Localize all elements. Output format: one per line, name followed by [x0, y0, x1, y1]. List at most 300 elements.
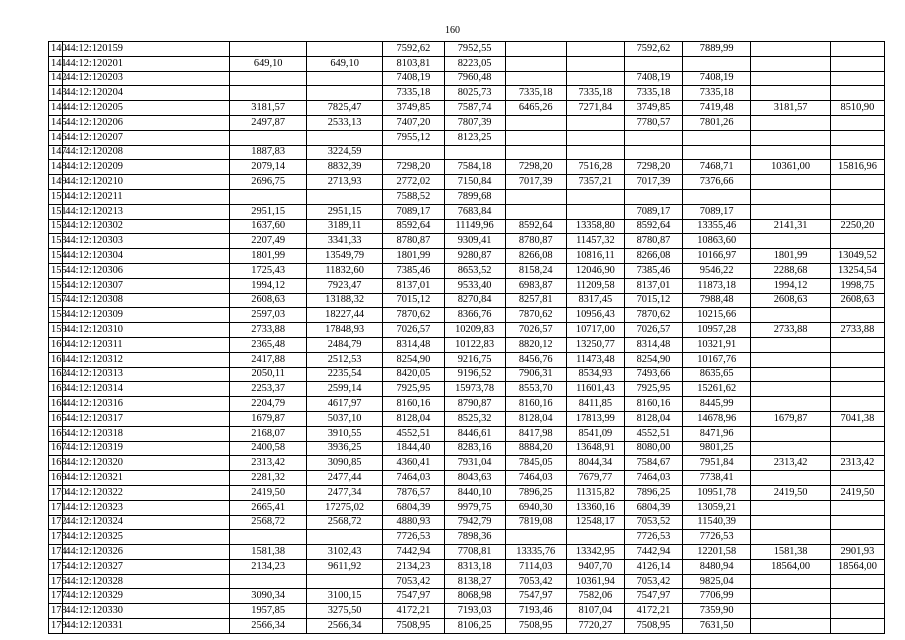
value-cell: 7089,17: [683, 204, 751, 219]
value-cell: 8314,48: [383, 337, 444, 352]
value-cell: 2134,23: [383, 559, 444, 574]
value-cell: 9546,22: [683, 263, 751, 278]
value-cell: 6804,39: [624, 500, 682, 515]
value-cell: 8653,52: [444, 263, 505, 278]
value-cell: [830, 175, 884, 190]
row-number-cell: 159: [49, 323, 63, 338]
value-cell: 2951,15: [230, 204, 306, 219]
cadastral-number-cell: 44:12:120206: [63, 115, 230, 130]
value-cell: [230, 130, 306, 145]
value-cell: 8790,87: [444, 397, 505, 412]
value-cell: 1887,83: [230, 145, 306, 160]
table-row: [49, 42, 885, 57]
value-cell: 2207,49: [230, 234, 306, 249]
value-cell: [306, 574, 382, 589]
value-cell: 6465,26: [505, 101, 566, 116]
value-cell: 11601,43: [566, 382, 624, 397]
value-cell: 7584,18: [444, 160, 505, 175]
value-cell: 8068,98: [444, 589, 505, 604]
value-cell: 8884,20: [505, 441, 566, 456]
value-cell: 14678,96: [683, 411, 751, 426]
value-cell: 8257,81: [505, 293, 566, 308]
value-cell: 1801,99: [230, 249, 306, 264]
value-cell: 11149,96: [444, 219, 505, 234]
value-cell: 2608,63: [830, 293, 884, 308]
value-cell: [306, 86, 382, 101]
value-cell: [306, 130, 382, 145]
value-cell: 7026,57: [624, 323, 682, 338]
value-cell: [751, 56, 831, 71]
value-cell: 7015,12: [624, 293, 682, 308]
row-number-cell: 175: [49, 559, 63, 574]
value-cell: 11473,48: [566, 352, 624, 367]
value-cell: 7335,18: [505, 86, 566, 101]
value-cell: 17813,99: [566, 411, 624, 426]
value-cell: 2253,37: [230, 382, 306, 397]
value-cell: 8254,90: [624, 352, 682, 367]
table-row: [49, 219, 885, 234]
row-number-cell: 174: [49, 545, 63, 560]
value-cell: 7547,97: [624, 589, 682, 604]
cadastral-number-cell: 44:12:120201: [63, 56, 230, 71]
value-cell: 8080,00: [624, 441, 682, 456]
value-cell: [830, 352, 884, 367]
value-cell: 2235,54: [306, 367, 382, 382]
value-cell: 1998,75: [830, 278, 884, 293]
value-cell: 8780,87: [505, 234, 566, 249]
value-cell: 13360,16: [566, 500, 624, 515]
value-cell: [566, 204, 624, 219]
table-row: [49, 308, 885, 323]
value-cell: [830, 441, 884, 456]
table-row: [49, 426, 885, 441]
value-cell: 13648,91: [566, 441, 624, 456]
value-cell: 2696,75: [230, 175, 306, 190]
row-number-cell: 161: [49, 352, 63, 367]
row-number-cell: 147: [49, 145, 63, 160]
value-cell: 8160,16: [383, 397, 444, 412]
value-cell: [751, 189, 831, 204]
value-cell: 7951,84: [683, 456, 751, 471]
value-cell: 8446,61: [444, 426, 505, 441]
value-cell: 2597,03: [230, 308, 306, 323]
value-cell: 7193,46: [505, 604, 566, 619]
value-cell: [830, 86, 884, 101]
value-cell: 2419,50: [830, 485, 884, 500]
value-cell: 649,10: [306, 56, 382, 71]
value-cell: 8440,10: [444, 485, 505, 500]
value-cell: 8128,04: [383, 411, 444, 426]
value-cell: 8103,81: [383, 56, 444, 71]
value-cell: 2168,07: [230, 426, 306, 441]
value-cell: 7385,46: [624, 263, 682, 278]
value-cell: 15261,62: [683, 382, 751, 397]
value-cell: 15973,78: [444, 382, 505, 397]
value-cell: [751, 86, 831, 101]
value-cell: [505, 56, 566, 71]
value-cell: 8832,39: [306, 160, 382, 175]
value-cell: [230, 86, 306, 101]
value-cell: [751, 308, 831, 323]
value-cell: 18564,00: [830, 559, 884, 574]
value-cell: 9407,70: [566, 559, 624, 574]
value-cell: 2477,44: [306, 471, 382, 486]
value-cell: 7150,84: [444, 175, 505, 190]
row-number-cell: 155: [49, 263, 63, 278]
value-cell: 7931,04: [444, 456, 505, 471]
value-cell: 4552,51: [624, 426, 682, 441]
cadastral-number-cell: 44:12:120326: [63, 545, 230, 560]
row-number-cell: 172: [49, 515, 63, 530]
value-cell: 2599,14: [306, 382, 382, 397]
row-number-cell: 144: [49, 101, 63, 116]
value-cell: 7442,94: [383, 545, 444, 560]
value-cell: 10167,76: [683, 352, 751, 367]
value-cell: 1994,12: [751, 278, 831, 293]
value-cell: 13059,21: [683, 500, 751, 515]
table-row: [49, 115, 885, 130]
table-row: [49, 382, 885, 397]
table-row: [49, 589, 885, 604]
value-cell: [751, 115, 831, 130]
value-cell: 8471,96: [683, 426, 751, 441]
cadastral-number-cell: 44:12:120323: [63, 500, 230, 515]
value-cell: 13049,52: [830, 249, 884, 264]
value-cell: 10122,83: [444, 337, 505, 352]
value-cell: 8456,76: [505, 352, 566, 367]
value-cell: 7896,25: [505, 485, 566, 500]
value-cell: 8480,94: [683, 559, 751, 574]
value-cell: [306, 530, 382, 545]
value-cell: 7708,81: [444, 545, 505, 560]
value-cell: 2079,14: [230, 160, 306, 175]
value-cell: 2419,50: [230, 485, 306, 500]
value-cell: 10957,28: [683, 323, 751, 338]
table-row: [49, 145, 885, 160]
cadastral-number-cell: 44:12:120320: [63, 456, 230, 471]
value-cell: [683, 130, 751, 145]
value-cell: 8314,48: [624, 337, 682, 352]
cadastral-number-cell: 44:12:120316: [63, 397, 230, 412]
cadastral-number-cell: 44:12:120302: [63, 219, 230, 234]
value-cell: 7017,39: [505, 175, 566, 190]
cadastral-number-cell: 44:12:120313: [63, 367, 230, 382]
row-number-cell: 157: [49, 293, 63, 308]
value-cell: [624, 145, 682, 160]
value-cell: 7464,03: [383, 471, 444, 486]
value-cell: [751, 397, 831, 412]
table-row: [49, 352, 885, 367]
value-cell: 2665,41: [230, 500, 306, 515]
value-cell: 2566,34: [306, 619, 382, 634]
value-cell: 9533,40: [444, 278, 505, 293]
value-cell: 7357,21: [566, 175, 624, 190]
value-cell: 8592,64: [505, 219, 566, 234]
value-cell: 3090,34: [230, 589, 306, 604]
table-row: [49, 397, 885, 412]
cadastral-number-cell: 44:12:120317: [63, 411, 230, 426]
value-cell: 8283,16: [444, 441, 505, 456]
value-cell: 7298,20: [383, 160, 444, 175]
table-row: [49, 234, 885, 249]
value-cell: 7516,28: [566, 160, 624, 175]
value-cell: 4126,14: [624, 559, 682, 574]
value-cell: [751, 234, 831, 249]
value-cell: 7385,46: [383, 263, 444, 278]
value-cell: [566, 530, 624, 545]
value-cell: 2568,72: [230, 515, 306, 530]
row-number-cell: 150: [49, 189, 63, 204]
row-number-cell: 146: [49, 130, 63, 145]
value-cell: [624, 130, 682, 145]
value-cell: 2484,79: [306, 337, 382, 352]
value-cell: [830, 397, 884, 412]
value-cell: [751, 130, 831, 145]
cadastral-number-cell: 44:12:120328: [63, 574, 230, 589]
value-cell: 7468,71: [683, 160, 751, 175]
row-number-cell: 164: [49, 397, 63, 412]
value-cell: [751, 515, 831, 530]
value-cell: [751, 604, 831, 619]
value-cell: 7335,18: [566, 86, 624, 101]
value-cell: 10361,94: [566, 574, 624, 589]
value-cell: 3275,50: [306, 604, 382, 619]
cadastral-number-cell: 44:12:120205: [63, 101, 230, 116]
table-row: [49, 471, 885, 486]
value-cell: 7889,99: [683, 42, 751, 57]
value-cell: 7547,97: [383, 589, 444, 604]
row-number-cell: 142: [49, 71, 63, 86]
value-cell: 8025,73: [444, 86, 505, 101]
value-cell: [830, 115, 884, 130]
value-cell: 7955,12: [383, 130, 444, 145]
value-cell: [566, 189, 624, 204]
value-cell: [230, 574, 306, 589]
value-cell: 8160,16: [624, 397, 682, 412]
value-cell: 13355,46: [683, 219, 751, 234]
value-cell: 13358,80: [566, 219, 624, 234]
value-cell: 11873,18: [683, 278, 751, 293]
cadastral-number-cell: 44:12:120209: [63, 160, 230, 175]
value-cell: 1679,87: [230, 411, 306, 426]
value-cell: 1801,99: [751, 249, 831, 264]
value-cell: 7988,48: [683, 293, 751, 308]
value-cell: 1994,12: [230, 278, 306, 293]
value-cell: 2250,20: [830, 219, 884, 234]
table-row: [49, 604, 885, 619]
value-cell: 17275,02: [306, 500, 382, 515]
table-row: [49, 204, 885, 219]
value-cell: [566, 42, 624, 57]
cadastral-number-cell: 44:12:120310: [63, 323, 230, 338]
value-cell: [683, 189, 751, 204]
value-cell: 3341,33: [306, 234, 382, 249]
value-cell: [830, 619, 884, 634]
value-cell: 2733,88: [751, 323, 831, 338]
value-cell: [830, 515, 884, 530]
value-cell: [751, 71, 831, 86]
value-cell: [505, 204, 566, 219]
row-number-cell: 148: [49, 160, 63, 175]
cadastral-number-cell: 44:12:120307: [63, 278, 230, 293]
table-row: [49, 500, 885, 515]
value-cell: 2400,58: [230, 441, 306, 456]
value-cell: 7114,03: [505, 559, 566, 574]
row-number-cell: 160: [49, 337, 63, 352]
value-cell: 3181,57: [230, 101, 306, 116]
row-number-cell: 154: [49, 249, 63, 264]
value-cell: [505, 145, 566, 160]
value-cell: 1637,60: [230, 219, 306, 234]
value-cell: [830, 604, 884, 619]
value-cell: [751, 382, 831, 397]
value-cell: 8820,12: [505, 337, 566, 352]
value-cell: 8317,45: [566, 293, 624, 308]
value-cell: [830, 145, 884, 160]
table-row: [49, 411, 885, 426]
value-cell: 3102,43: [306, 545, 382, 560]
value-cell: 7493,66: [624, 367, 682, 382]
value-cell: 8541,09: [566, 426, 624, 441]
value-cell: 7408,19: [383, 71, 444, 86]
cadastral-number-cell: 44:12:120312: [63, 352, 230, 367]
value-cell: [306, 71, 382, 86]
value-cell: 12548,17: [566, 515, 624, 530]
value-cell: 10951,78: [683, 485, 751, 500]
value-cell: [683, 145, 751, 160]
value-cell: 7335,18: [683, 86, 751, 101]
value-cell: 4172,21: [624, 604, 682, 619]
value-cell: 7026,57: [383, 323, 444, 338]
row-number-cell: 177: [49, 589, 63, 604]
page-number: 160: [445, 25, 460, 36]
value-cell: 7015,12: [383, 293, 444, 308]
value-cell: 2281,32: [230, 471, 306, 486]
table-row: [49, 574, 885, 589]
value-cell: [830, 367, 884, 382]
table-row: [49, 367, 885, 382]
value-cell: 7298,20: [624, 160, 682, 175]
value-cell: 7780,57: [624, 115, 682, 130]
value-cell: 11540,39: [683, 515, 751, 530]
value-cell: 4172,21: [383, 604, 444, 619]
value-cell: 8106,25: [444, 619, 505, 634]
value-cell: 17848,93: [306, 323, 382, 338]
value-cell: 2477,34: [306, 485, 382, 500]
table-row: [49, 323, 885, 338]
value-cell: 2365,48: [230, 337, 306, 352]
value-cell: 6804,39: [383, 500, 444, 515]
value-cell: 8534,93: [566, 367, 624, 382]
value-cell: 4880,93: [383, 515, 444, 530]
table-row: [49, 160, 885, 175]
value-cell: 3910,55: [306, 426, 382, 441]
row-number-cell: 166: [49, 426, 63, 441]
value-cell: [751, 589, 831, 604]
cadastral-number-cell: 44:12:120159: [63, 42, 230, 57]
table-row: [49, 249, 885, 264]
value-cell: 18564,00: [751, 559, 831, 574]
value-cell: [830, 382, 884, 397]
cadastral-number-cell: 44:12:120210: [63, 175, 230, 190]
cadastral-number-cell: 44:12:120329: [63, 589, 230, 604]
value-cell: 2608,63: [230, 293, 306, 308]
value-cell: 11457,32: [566, 234, 624, 249]
table-row: [49, 530, 885, 545]
value-cell: 2533,13: [306, 115, 382, 130]
value-cell: 8123,25: [444, 130, 505, 145]
value-cell: [230, 42, 306, 57]
value-cell: [830, 426, 884, 441]
cadastral-number-cell: 44:12:120208: [63, 145, 230, 160]
value-cell: 10361,00: [751, 160, 831, 175]
value-cell: [566, 71, 624, 86]
value-cell: 2608,63: [751, 293, 831, 308]
value-cell: [505, 189, 566, 204]
value-cell: 7053,42: [505, 574, 566, 589]
value-cell: 7679,77: [566, 471, 624, 486]
table-row: [49, 86, 885, 101]
value-cell: 2204,79: [230, 397, 306, 412]
value-cell: 8128,04: [624, 411, 682, 426]
row-number-cell: 173: [49, 530, 63, 545]
value-cell: 11209,58: [566, 278, 624, 293]
cadastral-number-cell: 44:12:120203: [63, 71, 230, 86]
value-cell: 4552,51: [383, 426, 444, 441]
cadastral-number-cell: 44:12:120331: [63, 619, 230, 634]
value-cell: 8592,64: [624, 219, 682, 234]
value-cell: 7271,84: [566, 101, 624, 116]
value-cell: 13188,32: [306, 293, 382, 308]
value-cell: [751, 175, 831, 190]
value-cell: 7407,20: [383, 115, 444, 130]
value-cell: 3189,11: [306, 219, 382, 234]
value-cell: 9309,41: [444, 234, 505, 249]
value-cell: 8780,87: [624, 234, 682, 249]
row-number-cell: 141: [49, 56, 63, 71]
value-cell: 8420,05: [383, 367, 444, 382]
value-cell: 7870,62: [505, 308, 566, 323]
value-cell: [830, 56, 884, 71]
cadastral-number-cell: 44:12:120213: [63, 204, 230, 219]
table-row: [49, 441, 885, 456]
value-cell: [751, 367, 831, 382]
value-cell: [444, 145, 505, 160]
value-cell: 8158,24: [505, 263, 566, 278]
row-number-cell: 167: [49, 441, 63, 456]
value-cell: [751, 574, 831, 589]
value-cell: 8270,84: [444, 293, 505, 308]
value-cell: [830, 589, 884, 604]
value-cell: 7592,62: [383, 42, 444, 57]
value-cell: 13254,54: [830, 263, 884, 278]
value-cell: [566, 115, 624, 130]
value-cell: 7193,03: [444, 604, 505, 619]
table-row: [49, 130, 885, 145]
row-number-cell: 171: [49, 500, 63, 515]
value-cell: 7419,48: [683, 101, 751, 116]
row-number-cell: 145: [49, 115, 63, 130]
value-cell: 9801,25: [683, 441, 751, 456]
value-cell: 7942,79: [444, 515, 505, 530]
value-cell: 10956,43: [566, 308, 624, 323]
row-number-cell: 156: [49, 278, 63, 293]
value-cell: 4360,41: [383, 456, 444, 471]
cadastral-number-cell: 44:12:120303: [63, 234, 230, 249]
value-cell: 2417,88: [230, 352, 306, 367]
value-cell: 7588,52: [383, 189, 444, 204]
value-cell: [830, 130, 884, 145]
